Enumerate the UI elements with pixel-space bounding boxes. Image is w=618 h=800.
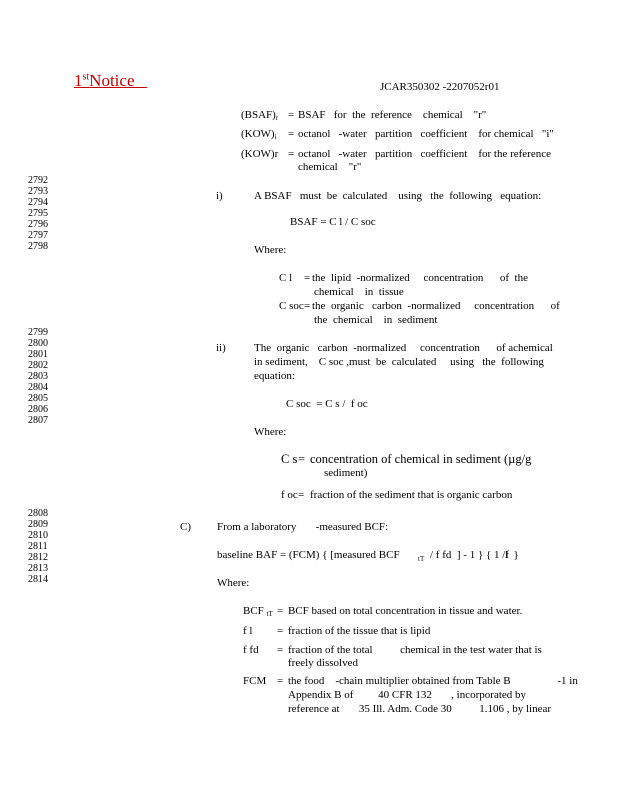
def-bsaf-r-eq: = [288, 109, 295, 121]
line-number: 2792 [28, 175, 48, 186]
line-numbers-block-3 [28, 508, 68, 585]
def-bsaf-r: $(BSAF)_r$ [241, 109, 279, 122]
item-c-where: Where: [217, 577, 250, 589]
def-ffd-text: fraction of the total chemical in the test water that is [288, 644, 542, 656]
def-kow-r-eq: = [288, 148, 295, 160]
line-number: 2804 [28, 382, 48, 393]
def-csoc-text-cont: the chemical in sediment [314, 314, 438, 326]
def-kow-i-text: octanol -water partition coefficient for chemical "i" [298, 128, 554, 140]
def-fcm-eq: = [277, 675, 284, 687]
item-i-text: A BSAF must be calculated using the following equation: [254, 190, 542, 202]
def-cl-eq: = [304, 272, 311, 284]
def-ffd-term: f fd [243, 644, 259, 656]
def-fcm-term: FCM [243, 675, 267, 687]
line-number: 2795 [28, 208, 48, 219]
item-i-where: Where: [254, 244, 287, 256]
line-number: 2798 [28, 241, 48, 252]
def-bsaf-r-text: BSAF for the reference chemical "r" [298, 109, 487, 121]
def-kow-i-eq: = [288, 128, 295, 140]
notice-heading: 1stNotice [74, 71, 135, 90]
def-cl-text-cont: chemical in tissue [314, 286, 404, 298]
line-number: 2796 [28, 219, 48, 230]
def-ffd-text-cont: freely dissolved [288, 657, 358, 669]
line-number: 2811 [28, 541, 48, 552]
def-fcm-text-cont: Appendix B of 40 CFR 132 , incorporated by [288, 689, 527, 701]
def-fl-term: f l [243, 625, 253, 637]
line-number: 2807 [28, 415, 48, 426]
notice-superscript: st [82, 71, 90, 83]
line-number: 2805 [28, 393, 48, 404]
def-bcf-text: BCF based on total concentration in tissue and water. [288, 605, 523, 617]
line-number: 2812 [28, 552, 48, 563]
def-kow-r-text: octanol -water partition coefficient for the reference [298, 148, 551, 160]
def-csoc-eq: = [304, 300, 311, 312]
line-number: 2802 [28, 360, 48, 371]
line-number: 2813 [28, 563, 48, 574]
line-number: 2803 [28, 371, 48, 382]
line-number: 2800 [28, 338, 48, 349]
line-numbers-block-2 [28, 327, 68, 426]
line-number: 2797 [28, 230, 48, 241]
baf-formula-sub: tT [418, 555, 425, 563]
def-fl-eq: = [277, 625, 284, 637]
def-foc-text: fraction of the sediment that is organic carbon [310, 489, 513, 501]
csoc-equation: C soc = C s / f oc [286, 398, 368, 410]
def-kow-i: $(KOW)_i$ [241, 128, 277, 141]
bsaf-equation: BSAF = C l / C soc [290, 216, 376, 228]
def-ffd-eq: = [277, 644, 284, 656]
line-number: 2801 [28, 349, 48, 360]
def-foc-term: f oc [281, 489, 298, 501]
def-cl-text: the lipid -normalized concentration of the [312, 272, 528, 284]
def-cs-text-cont: sediment) [324, 467, 368, 479]
line-number: 2810 [28, 530, 48, 541]
item-c-title: From a laboratory -measured BCF: [217, 521, 389, 533]
def-cs-eq: = [298, 452, 306, 466]
line-numbers-block-1 [28, 175, 68, 252]
item-ii-line1: The organic carbon -normalized concentration of achemical [254, 342, 553, 354]
line-number: 2809 [28, 519, 48, 530]
baf-formula-mid: / f fd ] - 1 } { 1 /f [430, 549, 509, 561]
item-ii-marker: ii) [216, 342, 226, 354]
line-number: 2799 [28, 327, 48, 338]
def-kow-r-text-cont: chemical "r" [298, 161, 362, 173]
def-fcm-text-cont-2: reference at 35 Ill. Adm. Code 30 1.106 , by linear [288, 703, 552, 715]
def-foc-eq: = [298, 489, 305, 501]
document-id: JCAR350302 -2207052r01 [380, 81, 500, 93]
def-fcm-text: the food -chain multiplier obtained from Table B -1 in [288, 675, 578, 687]
line-number: 2794 [28, 197, 48, 208]
line-number: 2793 [28, 186, 48, 197]
item-ii-where: Where: [254, 426, 287, 438]
baf-formula-end: l } [505, 549, 519, 561]
def-bcf-term: BCF $_{tT}$ [243, 605, 273, 618]
item-ii-line3: equation: [254, 370, 295, 382]
line-number: 2806 [28, 404, 48, 415]
baf-formula-left: baseline BAF = (FCM) { [measured BCF [217, 549, 400, 561]
item-ii-line2: in sediment, C soc ,must be calculated using the following [254, 356, 544, 368]
line-number: 2808 [28, 508, 48, 519]
item-i-marker: i) [216, 190, 223, 202]
item-c-marker: C) [180, 521, 191, 533]
def-fl-text: fraction of the tissue that is lipid [288, 625, 431, 637]
def-bcf-eq: = [277, 605, 284, 617]
def-kow-r: (KOW)r [241, 148, 279, 160]
def-cs-term: C s [281, 452, 298, 466]
line-number: 2814 [28, 574, 48, 585]
def-csoc-text: the organic carbon -normalized concentration of [312, 300, 560, 312]
def-csoc-term: C soc [279, 300, 304, 312]
def-cl-term: C l [279, 272, 293, 284]
def-cs-text: concentration of chemical in sediment (µg/g [310, 452, 532, 466]
